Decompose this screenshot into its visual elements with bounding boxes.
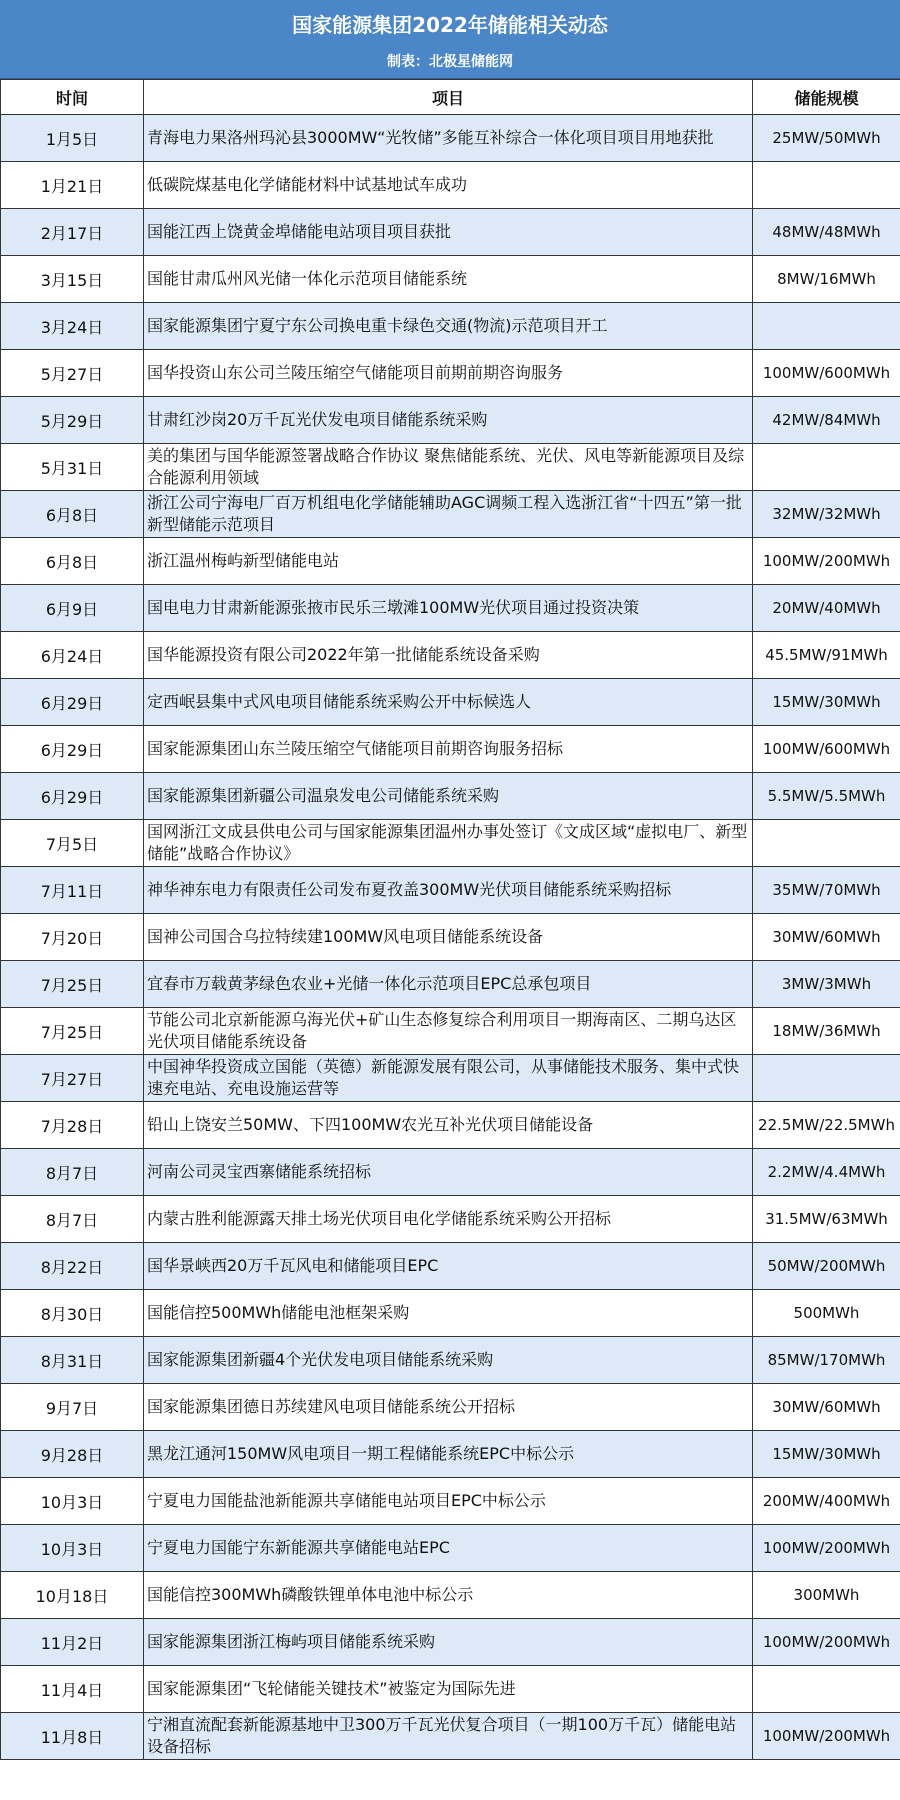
item-cell: 国家能源集团新疆4个光伏发电项目储能系统采购: [144, 1337, 753, 1384]
page-subtitle: 制表：北极星储能网: [387, 54, 513, 70]
table-row: [1, 914, 900, 961]
item-cell: 国家能源集团德日苏续建风电项目储能系统公开招标: [144, 1384, 753, 1431]
table-row: [1, 350, 900, 397]
table-row: [1, 961, 900, 1008]
item-cell: 青海电力果洛州玛沁县3000MW“光牧储”多能互补综合一体化项目项目用地获批: [144, 115, 753, 162]
table-row: [1, 1619, 900, 1666]
table-row: [1, 162, 900, 209]
events-table: [0, 79, 900, 1760]
date-cell: 6月9日: [1, 585, 144, 632]
date-cell: 5月27日: [1, 350, 144, 397]
scale-cell: 48MW/48MWh: [753, 209, 900, 256]
item-cell: 国能江西上饶黄金埠储能电站项目项目获批: [144, 209, 753, 256]
scale-cell: 22.5MW/22.5MWh: [753, 1102, 900, 1149]
scale-cell: 100MW/200MWh: [753, 538, 900, 585]
table-row: [1, 115, 900, 162]
table-row: [1, 820, 900, 867]
item-cell: 河南公司灵宝西寨储能系统招标: [144, 1149, 753, 1196]
date-cell: 6月29日: [1, 726, 144, 773]
date-cell: 8月31日: [1, 1337, 144, 1384]
date-cell: 1月5日: [1, 115, 144, 162]
scale-cell: 100MW/200MWh: [753, 1619, 900, 1666]
table-row: [1, 491, 900, 538]
date-cell: 8月7日: [1, 1196, 144, 1243]
date-cell: 6月29日: [1, 773, 144, 820]
table-row: [1, 397, 900, 444]
date-cell: 8月7日: [1, 1149, 144, 1196]
item-cell: 宁夏电力国能宁东新能源共享储能电站EPC: [144, 1525, 753, 1572]
scale-cell: 3MW/3MWh: [753, 961, 900, 1008]
item-cell: 国网浙江文成县供电公司与国家能源集团温州办事处签订《文成区域“虚拟电厂、新型储能”战略合作协议》: [144, 820, 753, 867]
item-cell: 低碳院煤基电化学储能材料中试基地试车成功: [144, 162, 753, 209]
item-cell: 国能信控300MWh磷酸铁锂单体电池中标公示: [144, 1572, 753, 1619]
table-row: [1, 1478, 900, 1525]
scale-cell: 42MW/84MWh: [753, 397, 900, 444]
table-row: [1, 1572, 900, 1619]
table-row: [1, 867, 900, 914]
item-cell: 甘肃红沙岗20万千瓦光伏发电项目储能系统采购: [144, 397, 753, 444]
date-cell: 1月21日: [1, 162, 144, 209]
date-cell: 7月20日: [1, 914, 144, 961]
item-cell: 国华能源投资有限公司2022年第一批储能系统设备采购: [144, 632, 753, 679]
item-cell: 国家能源集团新疆公司温泉发电公司储能系统采购: [144, 773, 753, 820]
scale-cell: 100MW/600MWh: [753, 350, 900, 397]
table-row: [1, 726, 900, 773]
table-row: [1, 303, 900, 350]
scale-cell: 8MW/16MWh: [753, 256, 900, 303]
item-cell: 浙江公司宁海电厂百万机组电化学储能辅助AGC调频工程入选浙江省“十四五”第一批新型储能示范项目: [144, 491, 753, 538]
scale-cell: 100MW/600MWh: [753, 726, 900, 773]
scale-cell: 31.5MW/63MWh: [753, 1196, 900, 1243]
date-cell: 10月18日: [1, 1572, 144, 1619]
scale-cell: 85MW/170MWh: [753, 1337, 900, 1384]
scale-cell: [753, 162, 900, 209]
item-cell: 国家能源集团宁夏宁东公司换电重卡绿色交通(物流)示范项目开工: [144, 303, 753, 350]
table-row: [1, 1666, 900, 1713]
table-row: [1, 256, 900, 303]
date-cell: 2月17日: [1, 209, 144, 256]
scale-cell: 30MW/60MWh: [753, 1384, 900, 1431]
table-row: [1, 1149, 900, 1196]
date-cell: 11月2日: [1, 1619, 144, 1666]
date-cell: 3月24日: [1, 303, 144, 350]
scale-cell: 2.2MW/4.4MWh: [753, 1149, 900, 1196]
item-cell: 浙江温州梅屿新型储能电站: [144, 538, 753, 585]
scale-cell: 5.5MW/5.5MWh: [753, 773, 900, 820]
scale-cell: 18MW/36MWh: [753, 1008, 900, 1055]
item-cell: 中国神华投资成立国能（英德）新能源发展有限公司，从事储能技术服务、集中式快速充电站、充电设施运营等: [144, 1055, 753, 1102]
date-cell: 6月29日: [1, 679, 144, 726]
item-cell: 神华神东电力有限责任公司发布夏孜盖300MW光伏项目储能系统采购招标: [144, 867, 753, 914]
table-row: [1, 1290, 900, 1337]
table-body: [1, 115, 900, 1760]
column-header-scale: 储能规模: [753, 80, 900, 115]
item-cell: 定西岷县集中式风电项目储能系统采购公开中标候选人: [144, 679, 753, 726]
item-cell: 国神公司国合乌拉特续建100MW风电项目储能系统设备: [144, 914, 753, 961]
table-row: [1, 1525, 900, 1572]
table-row: [1, 1008, 900, 1055]
scale-cell: [753, 820, 900, 867]
date-cell: 10月3日: [1, 1525, 144, 1572]
date-cell: 7月28日: [1, 1102, 144, 1149]
scale-cell: 15MW/30MWh: [753, 679, 900, 726]
scale-cell: 500MWh: [753, 1290, 900, 1337]
date-cell: 7月5日: [1, 820, 144, 867]
table-row: [1, 538, 900, 585]
scale-cell: 300MWh: [753, 1572, 900, 1619]
table-row: [1, 679, 900, 726]
item-cell: 国家能源集团浙江梅屿项目储能系统采购: [144, 1619, 753, 1666]
date-cell: 7月11日: [1, 867, 144, 914]
table-row: [1, 209, 900, 256]
scale-cell: 15MW/30MWh: [753, 1431, 900, 1478]
date-cell: 9月7日: [1, 1384, 144, 1431]
item-cell: 国能甘肃瓜州风光储一体化示范项目储能系统: [144, 256, 753, 303]
table-row: [1, 1713, 900, 1760]
table-row: [1, 1196, 900, 1243]
item-cell: 国家能源集团“飞轮储能关键技术”被鉴定为国际先进: [144, 1666, 753, 1713]
table-row: [1, 632, 900, 679]
page-title: 国家能源集团2022年储能相关动态: [292, 13, 608, 37]
table-row: [1, 585, 900, 632]
item-cell: 铅山上饶安兰50MW、下四100MW农光互补光伏项目储能设备: [144, 1102, 753, 1149]
scale-cell: 200MW/400MWh: [753, 1478, 900, 1525]
column-header-date: 时间: [1, 80, 144, 115]
table-row: [1, 1337, 900, 1384]
scale-cell: [753, 1055, 900, 1102]
date-cell: 7月27日: [1, 1055, 144, 1102]
scale-cell: 45.5MW/91MWh: [753, 632, 900, 679]
table-row: [1, 444, 900, 491]
table-header-banner: [0, 0, 900, 79]
date-cell: 8月30日: [1, 1290, 144, 1337]
column-header-row: [1, 80, 900, 115]
date-cell: 9月28日: [1, 1431, 144, 1478]
date-cell: 10月3日: [1, 1478, 144, 1525]
item-cell: 节能公司北京新能源乌海光伏+矿山生态修复综合利用项目一期海南区、二期乌达区光伏项目储能系统设备: [144, 1008, 753, 1055]
scale-cell: 100MW/200MWh: [753, 1525, 900, 1572]
item-cell: 黑龙江通河150MW风电项目一期工程储能系统EPC中标公示: [144, 1431, 753, 1478]
item-cell: 国能信控500MWh储能电池框架采购: [144, 1290, 753, 1337]
table-row: [1, 1431, 900, 1478]
column-header-item: 项目: [144, 80, 753, 115]
item-cell: 内蒙古胜利能源露天排土场光伏项目电化学储能系统采购公开招标: [144, 1196, 753, 1243]
table-row: [1, 1384, 900, 1431]
date-cell: 7月25日: [1, 961, 144, 1008]
item-cell: 国华投资山东公司兰陵压缩空气储能项目前期前期咨询服务: [144, 350, 753, 397]
date-cell: 6月8日: [1, 491, 144, 538]
date-cell: 7月25日: [1, 1008, 144, 1055]
scale-cell: 20MW/40MWh: [753, 585, 900, 632]
scale-cell: [753, 444, 900, 491]
scale-cell: [753, 1666, 900, 1713]
table-row: [1, 1055, 900, 1102]
date-cell: 11月8日: [1, 1713, 144, 1760]
item-cell: 宁湘直流配套新能源基地中卫300万千瓦光伏复合项目（一期100万千瓦）储能电站设备招标: [144, 1713, 753, 1760]
item-cell: 美的集团与国华能源签署战略合作协议 聚焦储能系统、光伏、风电等新能源项目及综合能源利用领域: [144, 444, 753, 491]
scale-cell: 35MW/70MWh: [753, 867, 900, 914]
date-cell: 6月8日: [1, 538, 144, 585]
scale-cell: 32MW/32MWh: [753, 491, 900, 538]
scale-cell: 30MW/60MWh: [753, 914, 900, 961]
scale-cell: 100MW/200MWh: [753, 1713, 900, 1760]
date-cell: 5月29日: [1, 397, 144, 444]
date-cell: 5月31日: [1, 444, 144, 491]
date-cell: 3月15日: [1, 256, 144, 303]
table-row: [1, 1102, 900, 1149]
item-cell: 宜春市万载黄茅绿色农业+光储一体化示范项目EPC总承包项目: [144, 961, 753, 1008]
scale-cell: [753, 303, 900, 350]
item-cell: 国家能源集团山东兰陵压缩空气储能项目前期咨询服务招标: [144, 726, 753, 773]
date-cell: 11月4日: [1, 1666, 144, 1713]
table-row: [1, 1243, 900, 1290]
item-cell: 国华景峡西20万千瓦风电和储能项目EPC: [144, 1243, 753, 1290]
item-cell: 国电电力甘肃新能源张掖市民乐三墩滩100MW光伏项目通过投资决策: [144, 585, 753, 632]
scale-cell: 50MW/200MWh: [753, 1243, 900, 1290]
date-cell: 6月24日: [1, 632, 144, 679]
scale-cell: 25MW/50MWh: [753, 115, 900, 162]
date-cell: 8月22日: [1, 1243, 144, 1290]
table-row: [1, 773, 900, 820]
item-cell: 宁夏电力国能盐池新能源共享储能电站项目EPC中标公示: [144, 1478, 753, 1525]
